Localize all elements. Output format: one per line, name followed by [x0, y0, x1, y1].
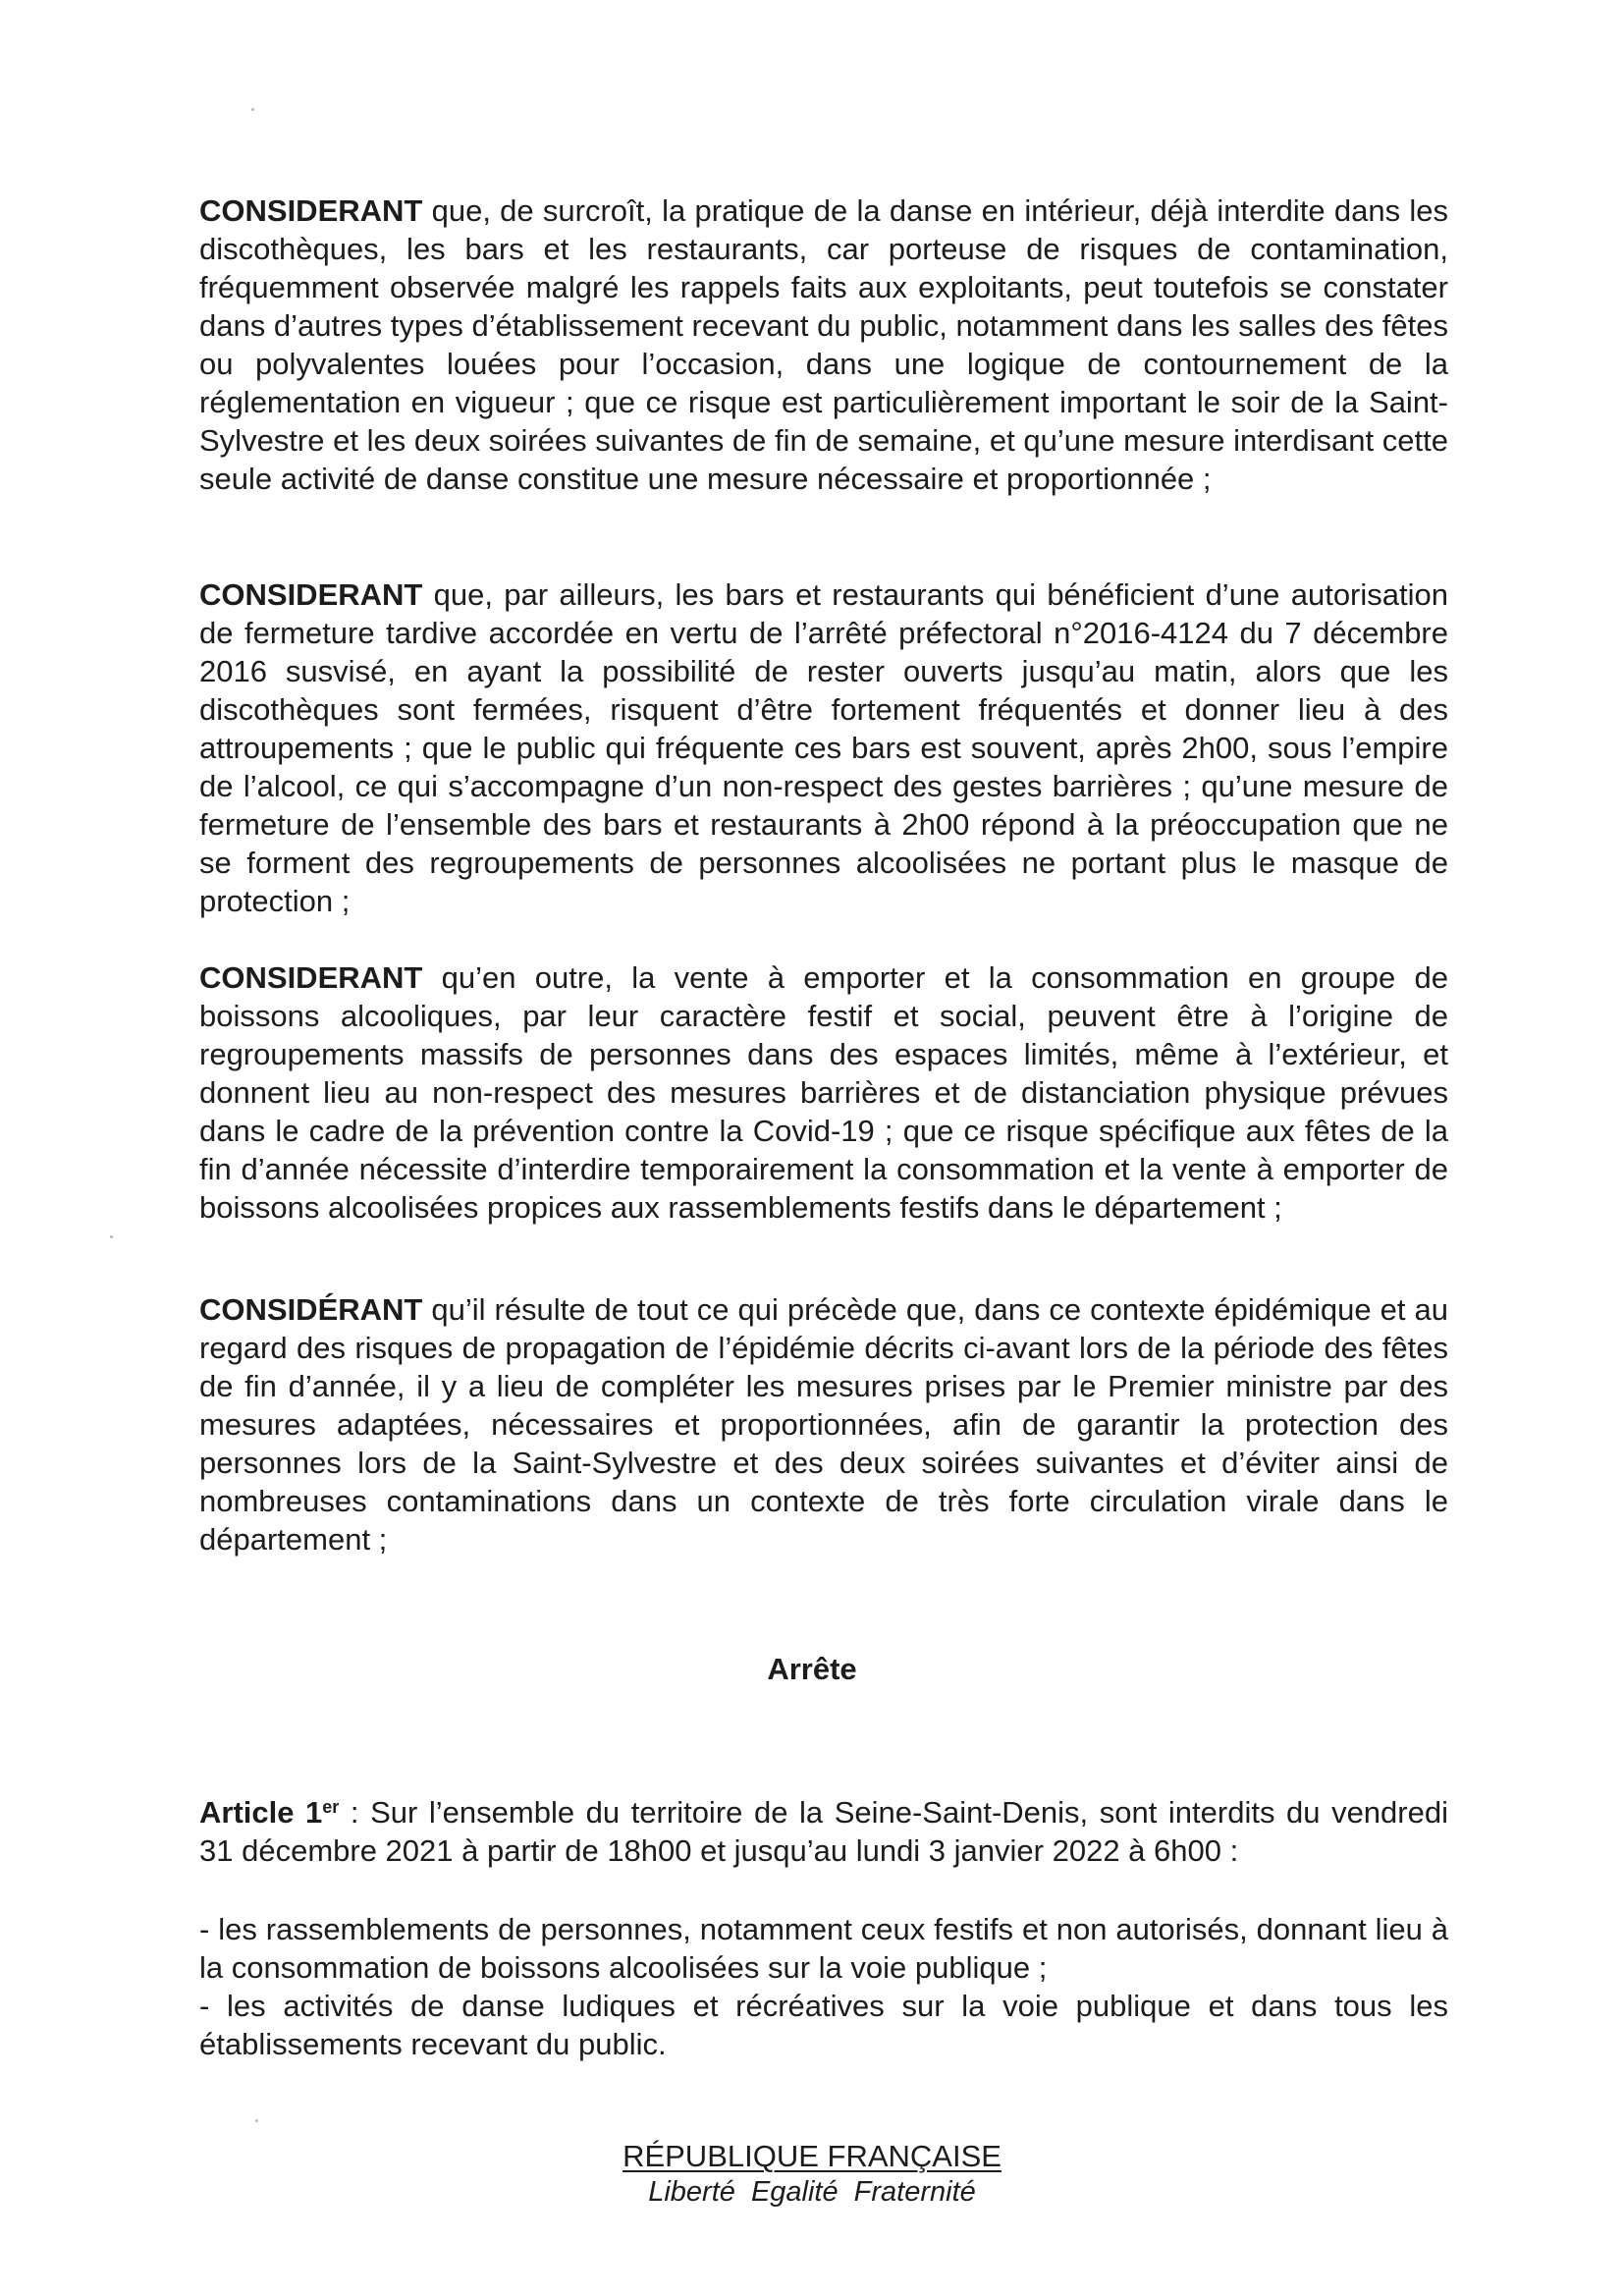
paragraph-text: qu’il résulte de tout ce qui précède que, dans ce contexte épidémique et au regard des risques de propagation de l’épidémie décrits ci-avant lors de la période des fêtes de fin d’année, il y a lieu de compléter les mesures prises par le Premier ministre par des mesures adaptées, nécessaires et proportionnées, afin de garantir la protection des personnes lors de la Saint-Sylvestre et des deux soirées suivantes et d’éviter ainsi de nombreuses contaminations dans un contexte de très forte circulation virale dans le département ; — [199, 1292, 1448, 1557]
scan-speck — [110, 1235, 113, 1238]
prohibition-list — [199, 1910, 1448, 2063]
list-item: - les rassemblements de personnes, notamment ceux festifs et non autorisés, donnant lieu à la consommation de boissons alcoolisées sur la voie publique ; — [199, 1912, 1448, 1985]
republic-footer — [0, 2138, 1624, 2209]
considerant-keyword: CONSIDÉRANT — [199, 1292, 423, 1327]
paragraph-text: que, de surcroît, la pratique de la danse en intérieur, déjà interdite dans les discothèques, les bars et les restaurants, car porteuse de risques de contamination, fréquemment observée malgré les rappels faits aux exploitants, peut toutefois se constater dans d’autres types d’établissement recevant du public, notamment dans les salles des fêtes ou polyvalentes louées pour l’occasion, dans une logique de contournement de la réglementation en vigueur ; que ce risque est particulièrement important le soir de la Saint-Sylvestre et les deux soirées suivantes de fin de semaine, et qu’une mesure interdisant cette seule activité de danse constitue une mesure nécessaire et proportionnée ; — [199, 193, 1448, 496]
article-label — [199, 1795, 339, 1830]
scan-speck — [251, 108, 254, 111]
article-label-superscript: er — [322, 1797, 340, 1817]
republic-motto: Liberté Egalité Fraternité — [648, 2176, 976, 2208]
considerant-paragraph — [199, 191, 1448, 498]
scan-speck — [255, 2119, 258, 2122]
considerant-paragraph — [199, 958, 1448, 1227]
republic-title: RÉPUBLIQUE FRANÇAISE — [623, 2139, 1001, 2173]
article-text: : Sur l’ensemble du territoire de la Seine-Saint-Denis, sont interdits du vendredi 31 décembre 2021 à partir de 18h00 et jusqu’au lundi 3 janvier 2022 à 6h00 : — [199, 1795, 1448, 1868]
list-item: - les activités de danse ludiques et récréatives sur la voie publique et dans tous les établissements recevant du public. — [199, 1989, 1448, 2061]
considerant-keyword: CONSIDERANT — [199, 960, 423, 995]
paragraph-text: que, par ailleurs, les bars et restaurants qui bénéficient d’une autorisation de fermeture tardive accordée en vertu de l’arrêté préfectoral n°2016-4124 du 7 décembre 2016 susvisé, en ayant la possibilité de rester ouverts jusqu’au matin, alors que les discothèques sont fermées, risquent d’être fortement fréquentés et donner lieu à des attroupements ; que le public qui fréquente ces bars est souvent, après 2h00, sous l’empire de l’alcool, ce qui s’accompagne d’un non-respect des gestes barrières ; qu’une mesure de fermeture de l’ensemble des bars et restaurants à 2h00 répond à la préoccupation que ne se forment des regroupements de personnes alcoolisées ne portant plus le masque de protection ; — [199, 577, 1448, 918]
considerant-paragraph — [199, 1290, 1448, 1558]
paragraph-text: qu’en outre, la vente à emporter et la consommation en groupe de boissons alcooliques, par leur caractère festif et social, peuvent être à l’origine de regroupements massifs de personnes dans des espaces limités, même à l’extérieur, et donnent lieu au non-respect des mesures barrières et de distanciation physique prévues dans le cadre de la prévention contre la Covid-19 ; que ce risque spécifique aux fêtes de la fin d’année nécessite d’interdire temporairement la consommation et la vente à emporter de boissons alcoolisées propices aux rassemblements festifs dans le département ; — [199, 960, 1448, 1225]
considerant-keyword: CONSIDERANT — [199, 193, 423, 228]
considerant-keyword: CONSIDERANT — [199, 577, 423, 612]
article-label-text: Article 1 — [199, 1795, 323, 1830]
arrete-heading: Arrête — [767, 1652, 857, 1686]
considerant-paragraph — [199, 575, 1448, 920]
article-paragraph — [199, 1793, 1448, 1870]
